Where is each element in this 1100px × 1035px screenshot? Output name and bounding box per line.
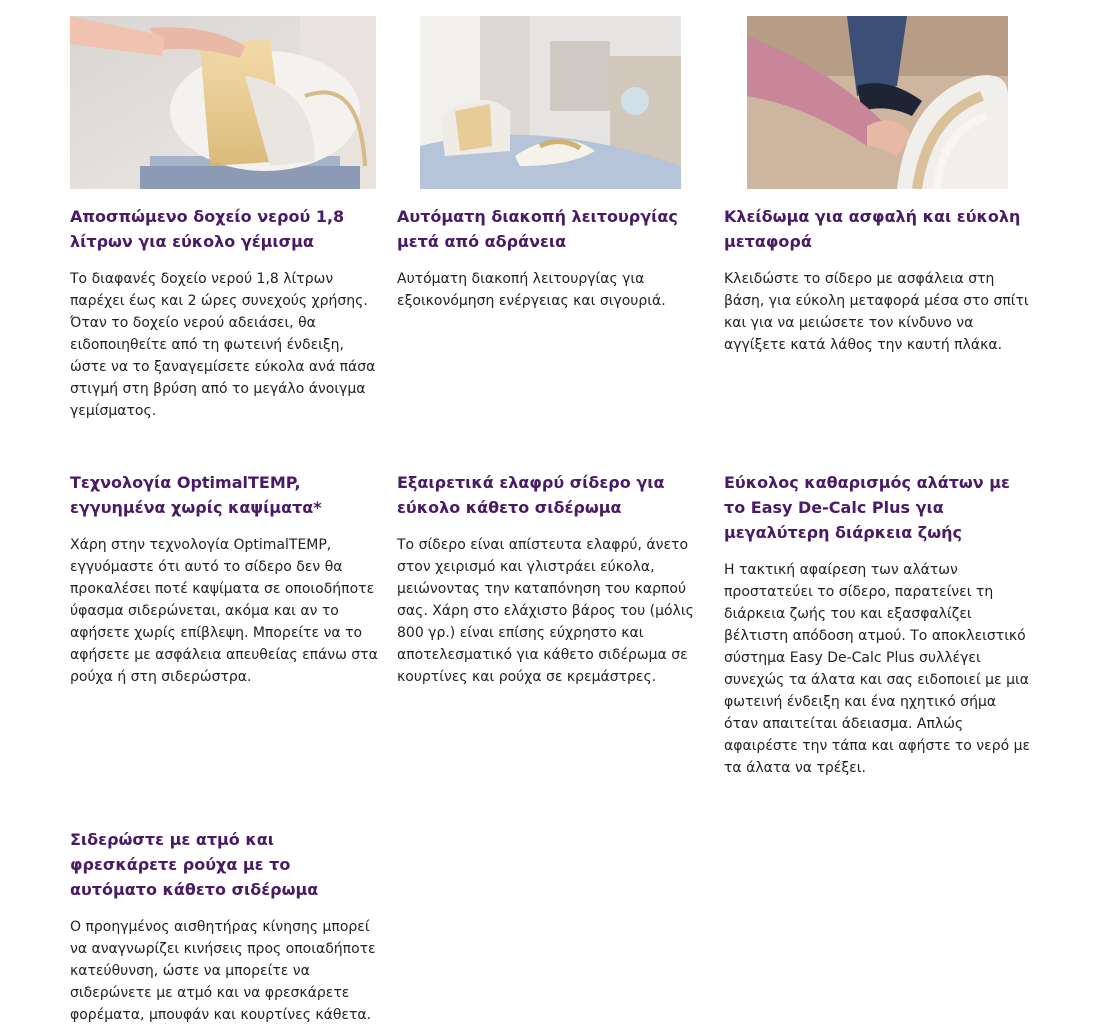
feature-title: Αυτόματη διακοπή λειτουργίας μετά από αδράνεια [397,207,678,251]
feature-detachable-water-tank [70,204,380,422]
water-tank-photo [70,16,376,189]
feature-description: Το διαφανές δοχείο νερού 1,8 λίτρων παρέχει έως και 2 ώρες συνεχούς χρήσης. Όταν το δοχείο νερού αδειάσει, θα ειδοποιηθείτε από τη φωτεινή ένδειξη, ώστε να το ξαναγεμίσετε εύκολα ανά πάσα στιγμή στη βρύση από το μεγάλο άνοιγμα γεμίσματος. [70,271,376,419]
feature-description: Χάρη στην τεχνολογία OptimalTEMP, εγγυόμαστε ότι αυτό το σίδερο δεν θα προκαλέσει ποτέ καψίματα σε οποιοδήποτε ύφασμα σιδερώνεται, ακόμα και αν το αφήσετε χωρίς επίβλεψη. Μπορείτε να το αφήσετε με ασφάλεια απευθείας επάνω στα ρούχα ή στη σιδερώστρα. [70,537,378,685]
feature-lightweight-iron [397,470,707,688]
feature-title: Τεχνολογία OptimalTEMP, εγγυημένα χωρίς καψίματα* [70,473,322,517]
feature-description: Ο προηγμένος αισθητήρας κίνησης μπορεί να αναγνωρίζει κινήσεις προς οποιαδήποτε κατεύθυνση, ώστε να μπορείτε να σιδερώνετε με ατμό και να φρεσκάρετε φορέματα, μπουφάν και κουρτίνες κάθετα. [70,919,376,1023]
feature-description: Η τακτική αφαίρεση των αλάτων προστατεύει το σίδερο, παρατείνει τη διάρκεια ζωής του και εξασφαλίζει βέλτιστη απόδοση ατμού. Το αποκλειστικό σύστημα Easy De-Calc Plus συλλέγει συνεχώς τα άλατα και σας ειδοποιεί με μια φωτεινή ένδειξη και ένα ηχητικό σήμα όταν απαιτείται άδειασμα. Απλώς αφαιρέστε την τάπα και αφήστε το νερό με τα άλατα να τρέξει. [724,562,1031,776]
carry-lock-photo [747,16,1008,189]
feature-title: Σιδερώστε με ατμό και φρεσκάρετε ρούχα με το αυτόματο κάθετο σιδέρωμα [70,830,319,899]
feature-title: Κλείδωμα για ασφαλή και εύκολη μεταφορά [724,207,1021,251]
feature-description: Αυτόματη διακοπή λειτουργίας για εξοικονόμηση ενέργειας και σιγουριά. [397,271,666,309]
feature-easy-decalc [724,470,1034,779]
feature-title: Αποσπώμενο δοχείο νερού 1,8 λίτρων για εύκολο γέμισμα [70,207,345,251]
feature-auto-off [397,204,707,312]
feature-optimaltemp [70,470,380,688]
feature-title: Εξαιρετικά ελαφρύ σίδερο για εύκολο κάθετο σιδέρωμα [397,473,665,517]
feature-carry-lock [724,204,1034,356]
feature-title: Εύκολος καθαρισμός αλάτων με το Easy De-Calc Plus για μεγαλύτερη διάρκεια ζωής [724,473,1010,542]
feature-vertical-steaming [70,827,380,1026]
feature-description: Κλειδώστε το σίδερο με ασφάλεια στη βάση, για εύκολη μεταφορά μέσα στο σπίτι και για να μειώσετε τον κίνδυνο να αγγίξετε κατά λάθος την καυτή πλάκα. [724,271,1029,353]
feature-description: Το σίδερο είναι απίστευτα ελαφρύ, άνετο στον χειρισμό και γλιστράει εύκολα, μειώνοντας την καταπόνηση του καρπού σας. Χάρη στο ελάχιστο βάρος του (μόλις 800 γρ.) είναι επίσης εύχρηστο και αποτελεσματικό για κάθετο σιδέρωμα σε κουρτίνες και ρούχα σε κρεμάστρες. [397,537,694,685]
auto-off-photo [420,16,681,189]
